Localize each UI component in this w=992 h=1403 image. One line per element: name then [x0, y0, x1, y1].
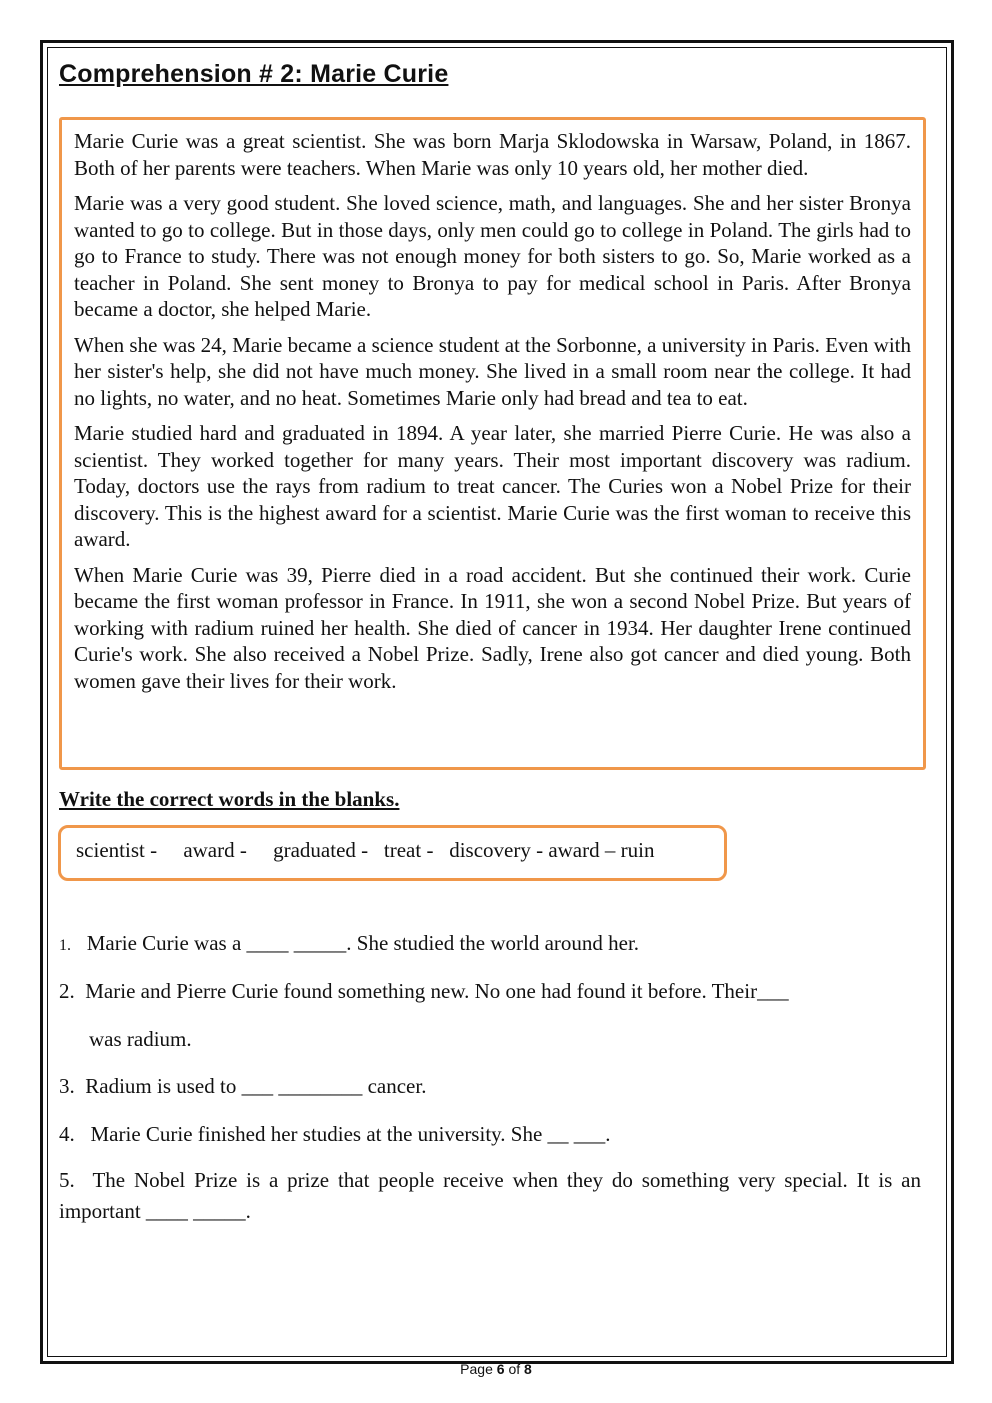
exercise-instructions: Write the correct words in the blanks. [59, 787, 400, 811]
passage-paragraph: When she was 24, Marie became a science student at the Sorbonne, a university in Paris. Even with her sister's help, she did not have much money. She lived in a small room near the college. It had no lights, no water, and no heat. Sometimes Marie only had bread and tea to eat. [74, 332, 911, 410]
question-number: 5. [59, 1168, 75, 1192]
question-text: Marie and Pierre Curie found something new. No one had found it before. Their___ [85, 979, 789, 1003]
question-number: 2. [59, 979, 75, 1003]
question-text: Marie Curie was a ____ _____. She studied the world around her. [86, 931, 640, 955]
passage-paragraph: Marie studied hard and graduated in 1894. A year later, she married Pierre Curie. He was also a scientist. They worked together for many years. Their most important discovery was radium. Today, doctors use the rays from radium to treat cancer. The Curies won a Nobel Prize for their discovery. This is the highest award for a scientist. Marie Curie was the first woman to receive this award. [74, 421, 911, 551]
passage-paragraph: When Marie Curie was 39, Pierre died in a road accident. But she continued their work. Curie became the first woman professor in France. In 1911, she won a second Nobel Prize. But years of working with radium ruined her health. She died of cancer in 1934. Her daughter Irene continued Curie's work. She also received a Nobel Prize. Sadly, Irene also got cancer and died young. Both women gave their lives for their work. [74, 562, 911, 693]
page-title: Comprehension # 2: Marie Curie [59, 60, 449, 88]
footer-of-label: of [508, 1361, 521, 1377]
question-4 [59, 1120, 611, 1148]
question-1 [59, 929, 639, 960]
word-bank: scientist - award - graduated - treat - discovery - award – ruin [58, 825, 727, 881]
footer-current-page: 6 [496, 1361, 505, 1377]
question-text: The Nobel Prize is a prize that people receive when they do something very special. It is an important ____ _____. [59, 1168, 922, 1223]
question-3 [59, 1072, 426, 1100]
question-number: 3. [59, 1074, 75, 1098]
question-text: Marie Curie finished her studies at the university. She __ ___. [85, 1122, 611, 1146]
question-2-continuation: was radium. [89, 1027, 192, 1051]
passage-paragraph: Marie was a very good student. She loved science, math, and languages. She and her sister Bronya wanted to go to college. But in those days, only men could go to college in Poland. The girls had to go to France to study. There was not enough money for both sisters to go. So, Marie worked as a teacher in Poland. She sent money to Bronya to pay for medical school in Paris. After Bronya became a doctor, she helped Marie. [74, 191, 911, 321]
page-number-footer [0, 1361, 992, 1377]
question-2 [59, 977, 789, 1005]
reading-passage [59, 117, 926, 770]
passage-paragraph: Marie Curie was a great scientist. She was born Marja Sklodowska in Warsaw, Poland, in 1867. Both of her parents were teachers. When Marie was only 10 years old, her mother died. [74, 129, 911, 180]
question-number: 1. [59, 937, 71, 954]
question-number: 4. [59, 1122, 75, 1146]
question-text: Radium is used to ___ ________ cancer. [85, 1074, 427, 1098]
question-5 [59, 1165, 921, 1227]
footer-page-label: Page [460, 1361, 493, 1377]
footer-total-pages: 8 [524, 1361, 532, 1377]
